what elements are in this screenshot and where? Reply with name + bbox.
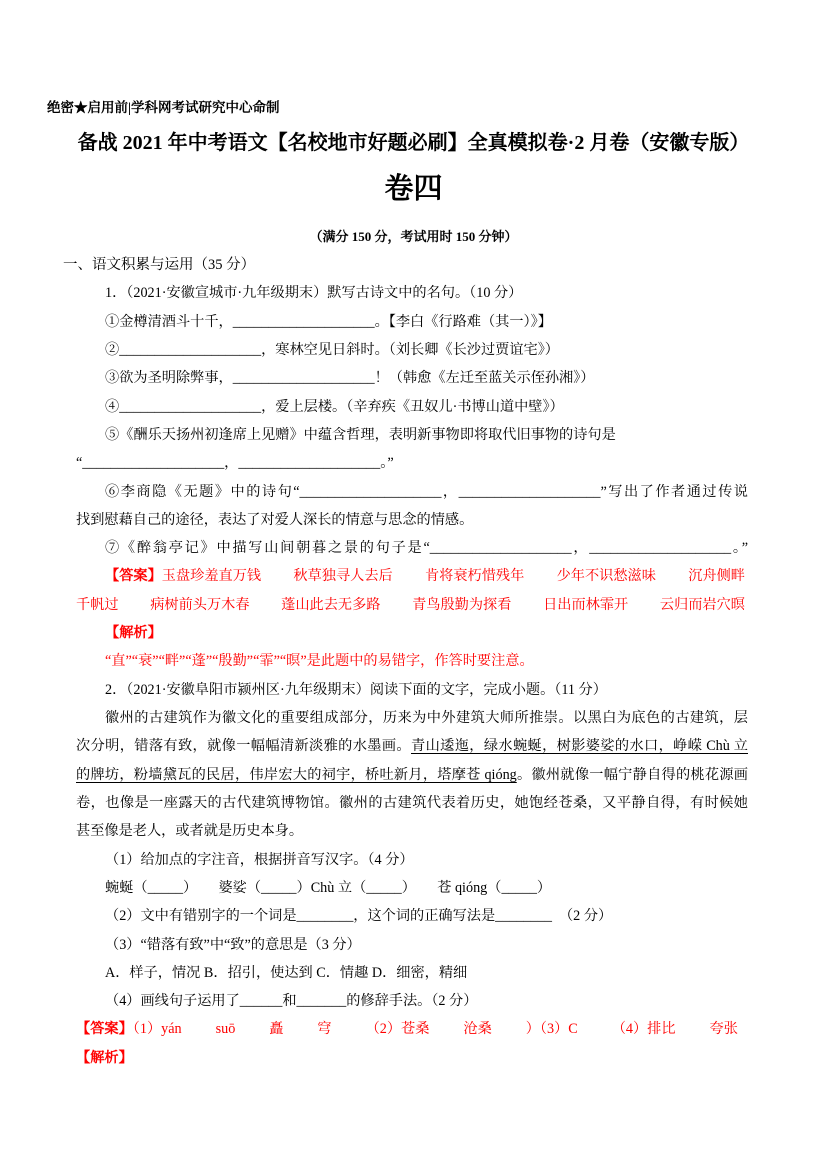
answer-text: （1）yán: [132, 1021, 182, 1038]
q1-answer-item: 病树前头万木春: [150, 596, 250, 613]
exam-info: （满分 150 分，考试用时 150 分钟）: [309, 229, 518, 244]
q2-answer-item: （4）排比: [611, 1021, 676, 1038]
q1-item-3: ③欲为圣明除弊事，____________________！（韩愈《左迁至蓝关示侄孙湘》）: [105, 370, 595, 387]
q1-answer-row-1: [76, 562, 748, 590]
q1-item-2: ②____________________，寒林空见日斜时。（刘长卿《长沙过贾谊宅》）: [105, 341, 559, 358]
q1-answer-item: [105, 562, 261, 590]
q1-item-5: ⑤《酬乐天扬州初逢席上见赠》中蕴含哲理，表明新事物即将取代旧事物的诗句是: [105, 426, 616, 443]
q2-answer-item: （2）苍桑: [365, 1021, 430, 1038]
q2-sub3-options: [76, 959, 748, 987]
section-heading: 一、语文积累与运用（35 分）: [63, 257, 256, 273]
q2-answer-item: 穹: [317, 1021, 332, 1038]
q2-answer-item: 矗: [269, 1021, 284, 1038]
q1-answer-item: 青鸟殷勤为探看: [412, 596, 512, 613]
q1-item-6: ⑥李商隐《无题》中的诗句“____________________，____________________”写出了作者通过传说: [105, 483, 748, 500]
q2-stem: 2．（2021·安徽阜阳市颍州区·九年级期末）阅读下面的文字，完成小题。（11 分）: [105, 681, 607, 698]
underlined-sentence: 的牌坊，粉墙黛瓦的民居，伟岸宏大的祠宇，桥吐新月，塔摩苍 qióng: [76, 766, 517, 783]
q1-answer-item: 少年不识愁滋味: [556, 568, 656, 585]
passage-line: 甚至像是老人，或者就是历史本身。: [76, 823, 304, 840]
passage-text: 。徽州就像一幅宁静自得的桃花源画: [516, 766, 748, 783]
passage-line: 卷，也像是一座露天的古代建筑博物馆。徽州的古建筑代表着历史，她饱经苍桑，又平静自得，有时候她: [76, 794, 748, 811]
q2-answer-item: 沧桑: [463, 1021, 492, 1038]
q2-sub1-blanks: 蜿蜒（_____） 婆娑（_____）Chù 立（_____） 苍 qióng（_____）: [105, 879, 552, 896]
q1-stem: 1．（2021·安徽宣城市·九年级期末）默写古诗文中的名句。（10 分）: [105, 285, 523, 302]
option-c: C．情趣: [316, 964, 369, 981]
q2-sub2: （2）文中有错别字的一个词是________，这个词的正确写法是________ （2 分）: [105, 908, 613, 925]
q2-sub4: （4）画线句子运用了______和_______的修辞手法。（2 分）: [105, 993, 478, 1010]
passage-line: [76, 732, 748, 760]
answer-label: 【答案】: [76, 1021, 133, 1038]
option-b: B．招引，使达到: [203, 964, 313, 981]
q1-answer-item: 秋草独寻人去后: [293, 568, 393, 585]
passage-line: 徽州的古建筑作为徽文化的重要组成部分，历来为中外建筑大师所推崇。以黑白为底色的古建筑，层: [105, 710, 748, 726]
q1-item-7: ⑦《醉翁亭记》中描写山间朝暮之景的句子是“____________________，____________________。”: [105, 540, 748, 557]
q1-answer-item: 沉舟侧畔: [688, 568, 745, 585]
passage-line: [76, 761, 748, 789]
q2-answer-item: ）（3）C: [525, 1021, 578, 1038]
q1-answer-item: 日出而林霏开: [543, 596, 629, 613]
q2-answer-item: suō: [215, 1021, 236, 1038]
q1-analysis-label: 【解析】: [105, 625, 162, 642]
q1-item-1: ①金樽清酒斗十千，____________________。【李白《行路难（其一）》】: [105, 313, 552, 330]
confidential-note: 绝密★启用前|学科网考试研究中心命制: [47, 100, 280, 115]
passage-text: 次分明，错落有致，就像一幅幅清新淡雅的水墨画。: [76, 738, 411, 755]
q1-item-6-cont: 找到慰藉自己的途径，表达了对爱人深长的情意与思念的情感。: [76, 511, 474, 528]
q1-analysis-text: “直”“衰”“畔”“蓬”“殷勤”“霏”“暝”是此题中的易错字，作答时要注意。: [105, 653, 534, 670]
q2-answer-item: [76, 1015, 182, 1043]
q2-answer-item: 夸张: [709, 1021, 738, 1038]
q1-answer-item: 蓬山此去无多路: [281, 596, 381, 613]
option-d: D．细密，精细: [371, 964, 468, 981]
q1-item-5-blanks: “____________________，____________________。”: [76, 455, 394, 472]
q2-answer-row: [76, 1015, 748, 1043]
exam-body: [63, 251, 748, 1072]
exam-title: 备战 2021 年中考语文【名校地市好题必刷】全真模拟卷·2 月卷（安徽专版）: [77, 132, 750, 154]
answer-text: 玉盘珍羞直万钱: [161, 568, 262, 585]
q1-answer-row-2: [76, 591, 748, 619]
option-a: A．样子，情况: [105, 964, 201, 981]
underlined-sentence: 青山逶迤，绿水蜿蜒，树影婆娑的水口，峥嵘 Chù 立: [411, 738, 748, 755]
answer-label: 【答案】: [105, 568, 162, 585]
q1-answer-item: 千帆过: [76, 596, 119, 613]
q2-analysis-label: 【解析】: [76, 1049, 133, 1066]
q1-answer-item: 肯将衰朽惜残年: [424, 568, 525, 585]
q2-sub1: （1）给加点的字注音，根据拼音写汉字。（4 分）: [105, 851, 414, 868]
q1-item-4: ④____________________，爱上层楼。（辛弃疾《丑奴儿·书博山道中壁》）: [105, 398, 564, 415]
paper-name: 卷四: [384, 171, 443, 205]
q1-answer-item: 云归而岩穴暝: [659, 596, 745, 613]
q2-sub3: （3）“错落有致”中“致”的意思是（3 分）: [105, 936, 361, 953]
